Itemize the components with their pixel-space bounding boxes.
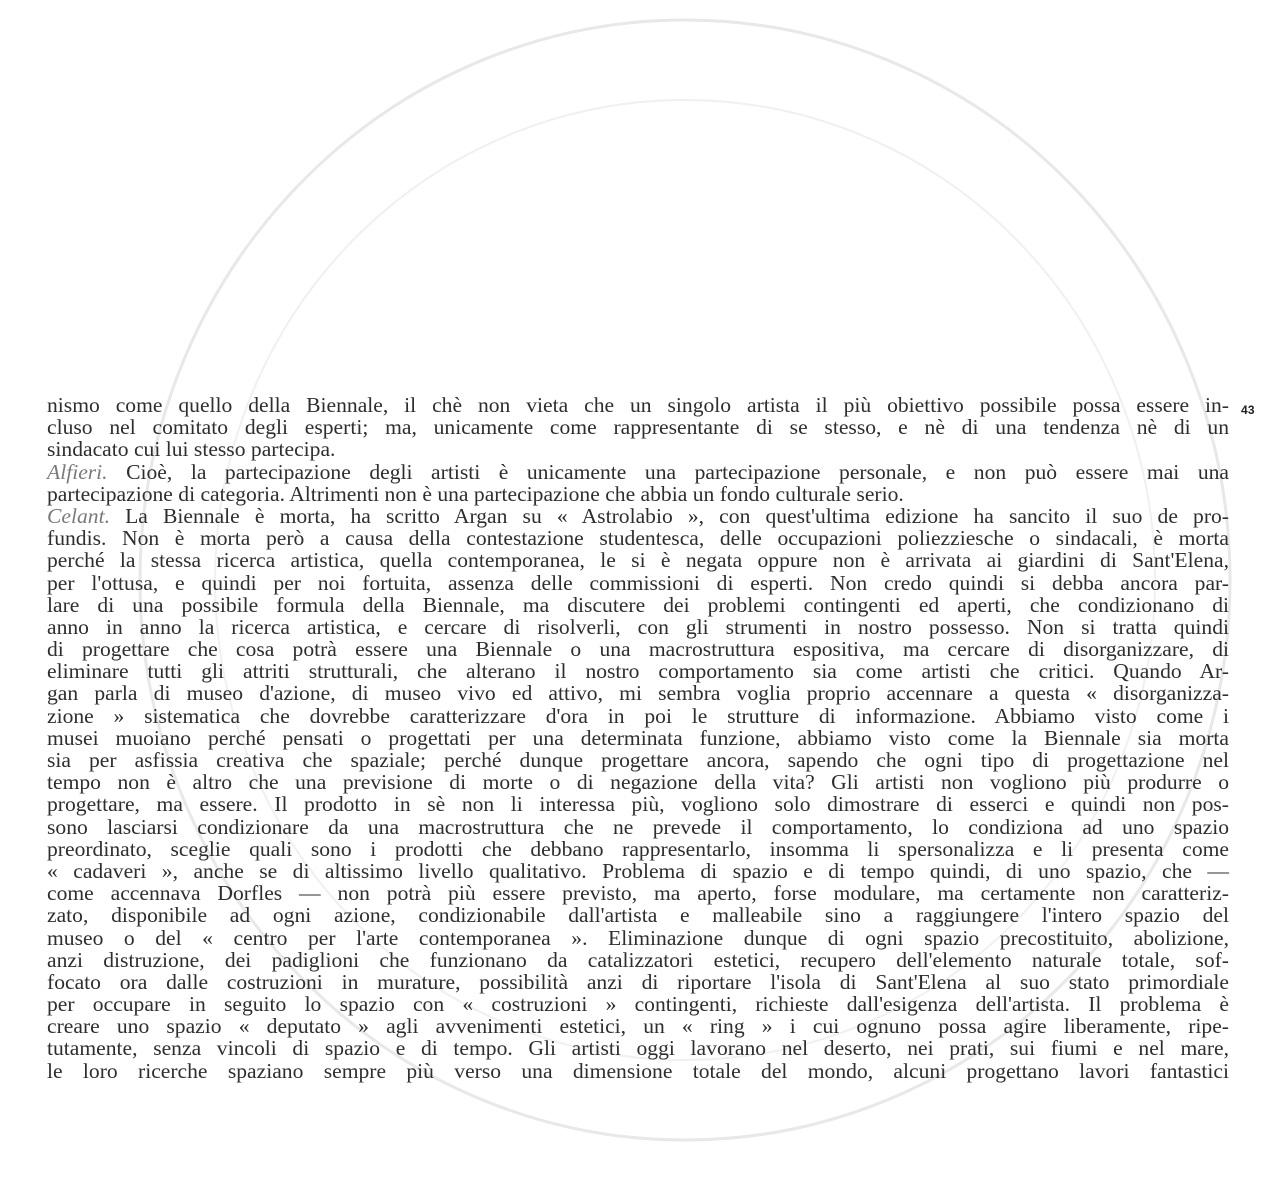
text-line xyxy=(47,1037,1229,1059)
line-text: nismo come quello della Biennale, il chè non vieta che un singolo artista il più obiettivo possibile possa essere in- xyxy=(47,393,1229,417)
text-line xyxy=(47,594,1229,616)
line-text: per occupare in seguito lo spazio con « costruzioni » contingenti, richieste dall'esigenza dell'artista. Il problema è xyxy=(47,992,1229,1017)
line-text: come accennava Dorfles — non potrà più essere previsto, ma aperto, forse modulare, ma certamente non caratteriz- xyxy=(47,881,1229,906)
text-line xyxy=(47,1060,1229,1082)
text-line xyxy=(47,549,1229,571)
line-text: zione » sistematica che dovrebbe caratterizzare d'ora in poi le strutture di informazione. Abbiamo visto come i xyxy=(47,703,1229,728)
text-line xyxy=(47,838,1229,860)
line-text: musei muoiano perché pensati o progettati per una determinata funzione, abbiamo visto come la Biennale sia morta xyxy=(47,725,1229,750)
line-text: gan parla di museo d'azione, di museo vivo ed attivo, mi sembra voglia proprio accennare a questa « disorganizza- xyxy=(47,681,1229,706)
page-number: 43 xyxy=(1241,403,1255,417)
text-line xyxy=(47,749,1229,771)
text-line xyxy=(47,727,1229,749)
text-line xyxy=(47,971,1229,993)
line-text: sia per asfissia creativa che spaziale; perché dunque progettare ancora, sapendo che ogni tipo di progettazione nel xyxy=(47,748,1229,772)
line-text: eliminare tutti gli attriti strutturali, che alterano il nostro comportamento sia come artisti che critici. Quando Ar- xyxy=(47,659,1229,684)
line-text: creare uno spazio « deputato » agli avvenimenti estetici, un « ring » i cui ognuno possa agire liberamente, ripe- xyxy=(47,1014,1229,1039)
line-text: focato ora dalle costruzioni in murature, possibilità anzi di riportare l'isola di Sant'Elena al suo stato primordiale xyxy=(47,969,1229,994)
text-line xyxy=(47,638,1229,660)
line-text: preordinato, sceglie quali sono i prodotti che debbano rappresentarlo, insomma li spersonalizza e li presenta come xyxy=(47,836,1229,861)
line-text: « cadaveri », anche se di altissimo livello qualitativo. Problema di spazio e di tempo quindi, di uno spazio, che — xyxy=(47,858,1229,883)
text-line xyxy=(47,860,1229,882)
line-text: lare di una possibile formula della Biennale, ma discutere dei problemi contingenti ed aperti, che condizionano di xyxy=(47,592,1229,617)
text-line xyxy=(47,882,1229,904)
text-line xyxy=(47,705,1229,727)
speaker-name: Celant. xyxy=(47,503,110,528)
line-text: per l'ottusa, e quindi per noi fortuita, assenza delle commissioni di esperti. Non credo quindi si debba ancora par- xyxy=(47,570,1229,595)
text-line xyxy=(47,993,1229,1015)
text-line xyxy=(47,616,1229,638)
text-line xyxy=(47,904,1229,926)
line-text: Cioè, la partecipazione degli artisti è unicamente una partecipazione personale, e non può essere mai una xyxy=(107,459,1229,484)
line-text: tempo non è altro che una previsione di morte o di negazione della vita? Gli artisti non vogliono più produrre o xyxy=(47,770,1229,795)
line-text: partecipazione di categoria. Altrimenti non è una partecipazione che abbia un fondo culturale serio. xyxy=(47,481,904,506)
speaker-name: Alfieri. xyxy=(47,459,108,484)
line-text: La Biennale è morta, ha scritto Argan su « Astrolabio », con quest'ultima edizione ha sancito il suo de pro- xyxy=(109,503,1229,528)
text-line xyxy=(47,394,1229,416)
body-text xyxy=(47,394,1229,1082)
text-line xyxy=(47,461,1229,483)
text-line xyxy=(47,527,1229,549)
line-text: di progettare che cosa potrà essere una Biennale o una macrostruttura espositiva, ma cercare di disorganizzare, di xyxy=(47,637,1229,662)
line-text: anno in anno la ricerca artistica, e cercare di risolverli, con gli strumenti in nostro possesso. Non si tratta quindi xyxy=(47,614,1229,639)
line-text: museo o del « centro per l'arte contemporanea ». Eliminazione dunque di ogni spazio precostituito, abolizione, xyxy=(47,925,1229,950)
text-line xyxy=(47,416,1229,438)
line-text: fundis. Non è morta però a causa della contestazione studentesca, delle occupazioni poliezziesche o sindacali, è morta xyxy=(47,526,1229,551)
text-line xyxy=(47,816,1229,838)
line-text: anzi distruzione, dei padiglioni che funzionano da catalizzatori estetici, recupero dell'elemento naturale totale, sof- xyxy=(47,947,1229,972)
line-text: tutamente, senza vincoli di spazio e di tempo. Gli artisti oggi lavorano nel deserto, nei prati, sui fiumi e nel mare, xyxy=(47,1036,1229,1061)
text-line xyxy=(47,483,1229,505)
text-line xyxy=(47,438,1229,460)
text-line xyxy=(47,660,1229,682)
text-line xyxy=(47,927,1229,949)
line-text: sindacato cui lui stesso partecipa. xyxy=(47,437,336,462)
line-text: cluso nel comitato degli esperti; ma, unicamente come rappresentante di se stesso, e nè di una tendenza nè di un xyxy=(47,415,1229,440)
text-line xyxy=(47,572,1229,594)
text-line xyxy=(47,505,1229,527)
line-text: sono lasciarsi condizionare da una macrostruttura che ne prevede il comportamento, lo condiziona ad uno spazio xyxy=(47,814,1229,839)
line-text: zato, disponibile ad ogni azione, condizionabile dall'artista e malleabile sino a raggiungere l'intero spazio del xyxy=(47,903,1229,928)
text-line xyxy=(47,793,1229,815)
text-line xyxy=(47,682,1229,704)
line-text: perché la stessa ricerca artistica, quella contemporanea, le si è negata oppure non è arrivata ai giardini di Sant'Elena, xyxy=(47,548,1229,573)
line-text: progettare, ma essere. Il prodotto in sè non li interessa più, vogliono solo dimostrare di esserci e quindi non pos- xyxy=(47,792,1229,817)
text-line xyxy=(47,949,1229,971)
line-text: le loro ricerche spaziano sempre più verso una dimensione totale del mondo, alcuni progettano lavori fantastici xyxy=(47,1058,1229,1083)
text-line xyxy=(47,771,1229,793)
text-line xyxy=(47,1015,1229,1037)
